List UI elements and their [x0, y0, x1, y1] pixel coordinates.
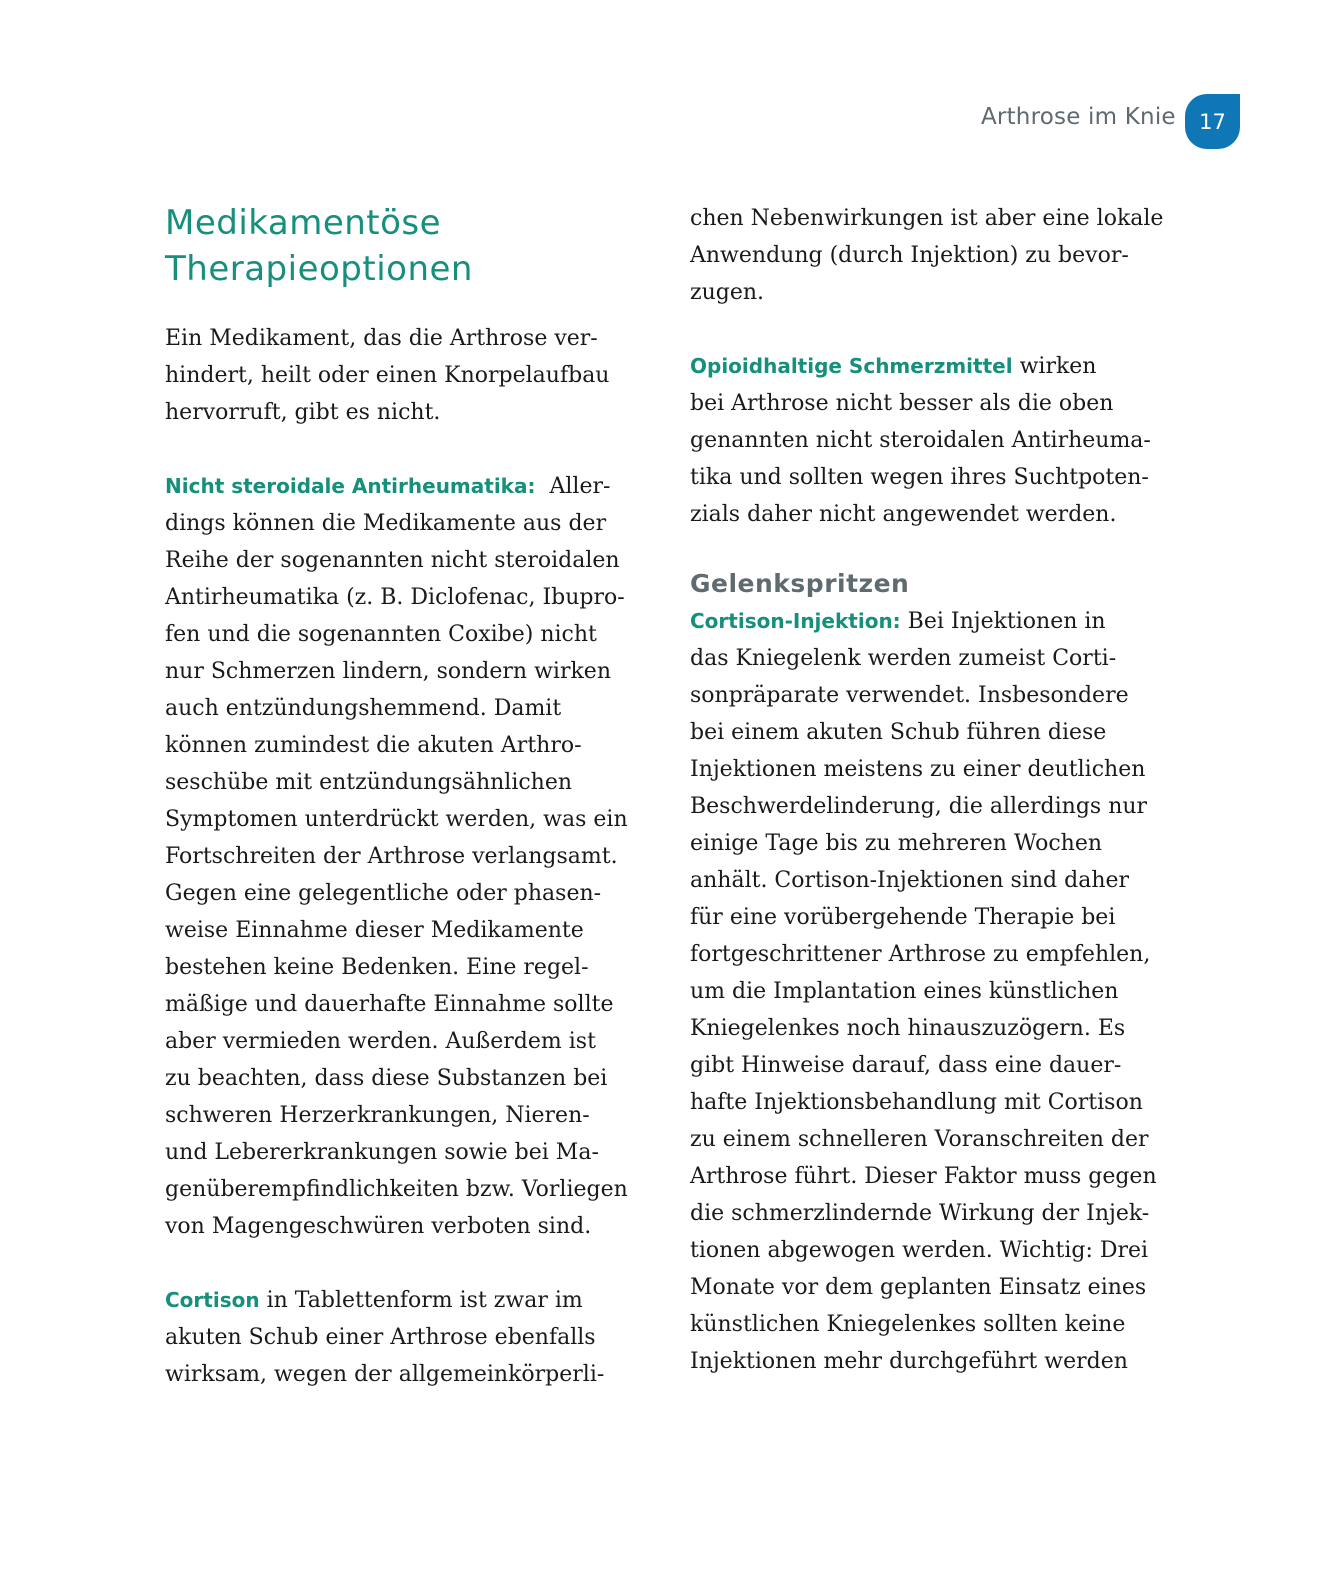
text-line: bei Arthrose nicht besser als die oben: [690, 391, 1114, 416]
text-line: bestehen keine Bedenken. Eine regel-: [165, 955, 589, 980]
section-heading: [165, 200, 645, 292]
text-line: Injektionen meistens zu einer deutlichen: [690, 757, 1146, 782]
text-line: auch entzündungshemmend. Damit: [165, 696, 562, 721]
text-line: nur Schmerzen lindern, sondern wirken: [165, 659, 611, 684]
text-line: hervorruft, gibt es nicht.: [165, 400, 441, 425]
text-line: zu einem schnelleren Voranschreiten der: [690, 1127, 1149, 1152]
opioid-first-line: wirken: [1012, 354, 1097, 379]
nsar-first-line: Aller-: [549, 474, 611, 499]
text-line: fen und die sogenannten Coxibe) nicht: [165, 622, 597, 647]
text-line: hafte Injektionsbehandlung mit Cortison: [690, 1090, 1143, 1115]
text-line: chen Nebenwirkungen ist aber eine lokale: [690, 206, 1164, 231]
nsar-keyword: Nicht steroidale Antirheumatika:: [165, 474, 536, 498]
text-line: wirksam, wegen der allgemeinkörperli-: [165, 1362, 605, 1387]
text-line: seschübe mit entzündungsähnlichen: [165, 770, 573, 795]
opioid-keyword: Opioidhaltige Schmerzmittel: [690, 354, 1013, 378]
text-line: die schmerzlindernde Wirkung der Injek-: [690, 1201, 1150, 1226]
nsar-paragraph: [165, 468, 645, 1245]
text-line: Injektionen mehr durchgeführt werden: [690, 1349, 1128, 1374]
text-line: Beschwerdelinderung, die allerdings nur: [690, 794, 1148, 819]
text-line: können zumindest die akuten Arthro-: [165, 733, 582, 758]
text-line: Fortschreiten der Arthrose verlangsamt.: [165, 844, 618, 869]
opioid-body: [690, 385, 1170, 533]
text-line: schweren Herzerkrankungen, Nieren-: [165, 1103, 590, 1128]
subheading-gelenkspritzen: Gelenkspritzen: [690, 569, 910, 598]
right-column: [690, 200, 1170, 1380]
running-header-title: Arthrose im Knie: [981, 104, 1176, 130]
text-line: tika und sollten wegen ihres Suchtpoten-: [690, 465, 1149, 490]
text-line: tionen abgewogen werden. Wichtig: Drei: [690, 1238, 1149, 1263]
text-line: Gegen eine gelegentliche oder phasen-: [165, 881, 602, 906]
text-line: von Magengeschwüren verboten sind.: [165, 1214, 592, 1239]
nsar-body: [165, 505, 645, 1245]
text-line: um die Implantation eines künstlichen: [690, 979, 1119, 1004]
cortison-keyword: Cortison: [165, 1288, 260, 1312]
text-line: Arthrose führt. Dieser Faktor muss gegen: [690, 1164, 1157, 1189]
section-heading-line2: Therapieoptionen: [165, 249, 473, 289]
text-line: weise Einnahme dieser Medikamente: [165, 918, 584, 943]
text-line: genüberempfindlichkeiten bzw. Vorliegen: [165, 1177, 628, 1202]
text-line: bei einem akuten Schub führen diese: [690, 720, 1107, 745]
injection-body: [690, 640, 1170, 1380]
text-line: einige Tage bis zu mehreren Wochen: [690, 831, 1103, 856]
text-line: genannten nicht steroidalen Antirheuma-: [690, 428, 1151, 453]
text-line: das Kniegelenk werden zumeist Corti-: [690, 646, 1117, 671]
intro-paragraph: [165, 320, 645, 431]
text-line: Antirheumatika (z. B. Diclofenac, Ibupro-: [165, 585, 625, 610]
text-line: künstlichen Kniegelenkes sollten keine: [690, 1312, 1126, 1337]
text-line: Ein Medikament, das die Arthrose ver-: [165, 326, 598, 351]
cortison-first-line: in Tablettenform ist zwar im: [259, 1288, 583, 1313]
text-line: hindert, heilt oder einen Knorpelaufbau: [165, 363, 610, 388]
text-line: mäßige und dauerhafte Einnahme sollte: [165, 992, 614, 1017]
text-line: anhält. Cortison-Injektionen sind daher: [690, 868, 1130, 893]
continued-paragraph: [690, 200, 1170, 311]
injection-keyword: Cortison-Injektion:: [690, 609, 901, 633]
text-line: gibt Hinweise darauf, dass eine dauer-: [690, 1053, 1122, 1078]
text-line: Kniegelenkes noch hinauszuzögern. Es: [690, 1016, 1126, 1041]
text-line: sonpräparate verwendet. Insbesondere: [690, 683, 1129, 708]
injection-first-line: Bei Injektionen in: [900, 609, 1106, 634]
text-line: Anwendung (durch Injektion) zu bevor-: [690, 243, 1129, 268]
text-line: Monate vor dem geplanten Einsatz eines: [690, 1275, 1147, 1300]
text-line: dings können die Medikamente aus der: [165, 511, 607, 536]
text-line: aber vermieden werden. Außerdem ist: [165, 1029, 596, 1054]
left-column: [165, 200, 645, 1393]
text-line: Symptomen unterdrückt werden, was ein: [165, 807, 628, 832]
text-line: zials daher nicht angewendet werden.: [690, 502, 1117, 527]
section-heading-line1: Medikamentöse: [165, 203, 442, 243]
text-line: Reihe der sogenannten nicht steroidalen: [165, 548, 620, 573]
text-line: fortgeschrittener Arthrose zu empfehlen,: [690, 942, 1151, 967]
injection-paragraph: [690, 603, 1170, 1380]
text-line: zugen.: [690, 280, 765, 305]
text-line: zu beachten, dass diese Substanzen bei: [165, 1066, 608, 1091]
opioid-paragraph: [690, 348, 1170, 533]
page-number-badge: 17: [1185, 94, 1240, 149]
cortison-body: [165, 1319, 645, 1393]
cortison-paragraph: [165, 1282, 645, 1393]
text-line: und Lebererkrankungen sowie bei Ma-: [165, 1140, 599, 1165]
text-line: für eine vorübergehende Therapie bei: [690, 905, 1116, 930]
text-line: akuten Schub einer Arthrose ebenfalls: [165, 1325, 596, 1350]
